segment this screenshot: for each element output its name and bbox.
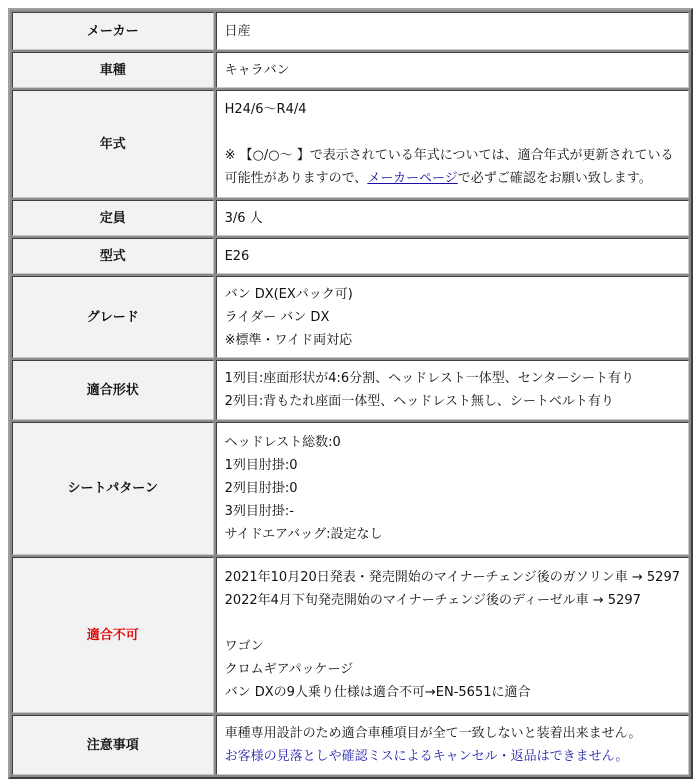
notes-line1: 車種専用設計のため適合車種項目が全て一致しないと装着出来ません。 xyxy=(224,726,642,741)
spec-table-container xyxy=(8,8,693,779)
seat-pattern-line: ヘッドレスト総数:0 xyxy=(224,435,341,450)
value-notes xyxy=(216,715,689,775)
type-text: E26 xyxy=(224,248,250,264)
grade-line: バン DX(EXパック可) xyxy=(224,286,353,302)
seat-pattern-line: 3列目肘掛:- xyxy=(224,504,294,519)
value-capacity xyxy=(216,200,689,236)
table-row-incompatible xyxy=(12,557,689,713)
maker-text: 日産 xyxy=(224,23,251,39)
capacity-text: 3/6 人 xyxy=(224,210,263,226)
spacer xyxy=(225,121,680,144)
vehicle-compatibility-table xyxy=(8,8,693,779)
label-maker: メーカー xyxy=(12,12,214,50)
label-capacity: 定員 xyxy=(12,200,214,236)
year-note-post: で必ずご確認をお願い致します。 xyxy=(457,171,652,186)
seat-pattern-line: 1列目肘掛:0 xyxy=(224,458,298,473)
label-incompatible: 適合不可 xyxy=(12,557,214,713)
spacer xyxy=(225,612,680,635)
incompatible-line: バン DXの9人乗り仕様は適合不可→EN-5651に適合 xyxy=(224,685,531,700)
maker-page-link[interactable]: メーカーページ xyxy=(367,171,458,186)
fit-shape-line: 1列目:座面形状が4:6分割、ヘッドレスト一体型、センターシート有り xyxy=(224,371,634,386)
seat-pattern-line: サイドエアバッグ:設定なし xyxy=(224,527,383,542)
model-text: キャラバン xyxy=(224,62,290,78)
label-type: 型式 xyxy=(12,238,214,274)
grade-line: ライダー バン DX xyxy=(224,309,330,325)
value-year xyxy=(216,90,689,198)
table-row-grade xyxy=(12,276,689,358)
incompatible-line: 2021年10月20日発表・発売開始のマイナーチェンジ後のガソリン車 → 5297 xyxy=(224,570,680,585)
label-notes: 注意事項 xyxy=(12,715,214,775)
label-fit-shape: 適合形状 xyxy=(12,360,214,420)
label-model: 車種 xyxy=(12,52,214,88)
table-row-model xyxy=(12,52,689,88)
value-model xyxy=(216,52,689,88)
table-row-type xyxy=(12,238,689,274)
year-note-pre: 可能性がありますので、 xyxy=(224,171,368,186)
incompatible-line: ワゴン xyxy=(224,639,264,654)
seat-pattern-line: 2列目肘掛:0 xyxy=(224,481,298,496)
value-seat-pattern xyxy=(216,422,689,555)
table-row-seat-pattern xyxy=(12,422,689,555)
value-maker xyxy=(216,12,689,50)
table-row-capacity xyxy=(12,200,689,236)
year-range: H24/6～R4/4 xyxy=(224,102,307,117)
incompatible-line: クロムギアパッケージ xyxy=(224,662,354,677)
label-seat-pattern: シートパターン xyxy=(12,422,214,555)
grade-line: ※標準・ワイド両対応 xyxy=(224,332,353,348)
value-fit-shape xyxy=(216,360,689,420)
label-grade: グレード xyxy=(12,276,214,358)
notes-line2: お客様の見落としや確認ミスによるキャンセル・返品はできません。 xyxy=(224,749,629,764)
table-row-fit-shape xyxy=(12,360,689,420)
year-note-line2 xyxy=(225,167,680,190)
value-grade xyxy=(216,276,689,358)
fit-shape-line: 2列目:背もたれ座面一体型、ヘッドレスト無し、シートベルト有り xyxy=(224,394,614,409)
table-row-year xyxy=(12,90,689,198)
table-row-maker xyxy=(12,12,689,50)
value-incompatible xyxy=(216,557,689,713)
incompatible-line: 2022年4月下旬発売開始のマイナーチェンジ後のディーゼル車 → 5297 xyxy=(224,593,641,608)
label-year: 年式 xyxy=(12,90,214,198)
year-note-line1: ※ 【○/○～ 】で表示されている年式については、適合年式が更新されている xyxy=(224,148,674,163)
table-row-notes xyxy=(12,715,689,775)
value-type xyxy=(216,238,689,274)
